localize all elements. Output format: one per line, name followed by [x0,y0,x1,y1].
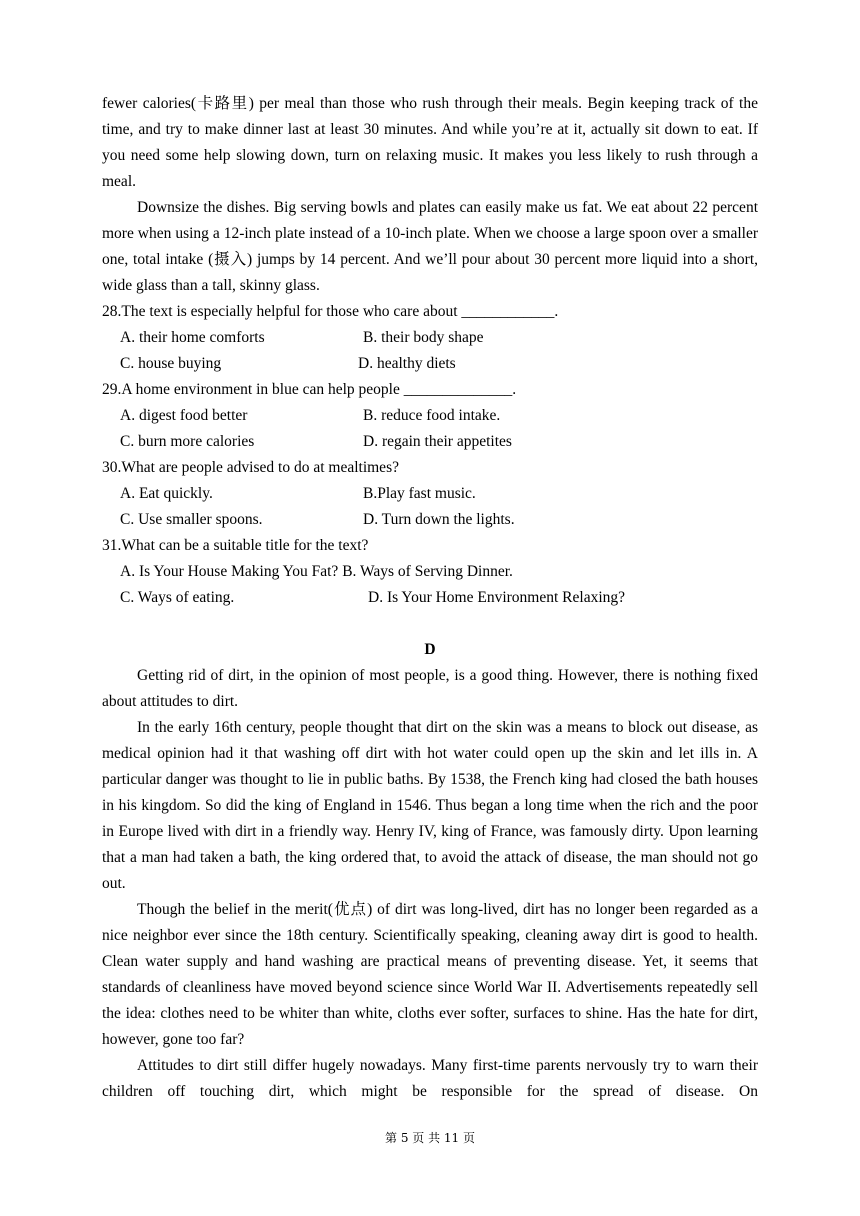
option-c: C. house buying [120,355,222,372]
option-a: A. digest food better [120,407,248,424]
question-29 [102,377,758,455]
question-28 [102,299,758,377]
option-a: A. Is Your House Making You Fat? [120,563,339,580]
option-b: B.Play fast music. [363,485,476,502]
option-c: C. burn more calories [120,433,255,450]
question-30 [102,455,758,533]
paragraph-d1: Getting rid of dirt, in the opinion of most people, is a good thing. However, there is nothing fixed about attitudes to dirt. [102,667,758,710]
paragraph-downsize: Downsize the dishes. Big serving bowls and plates can easily make us fat. We eat about 22 percent more when using a 12-inch plate instead of a 10-inch plate. When we choose a large spoon over a smaller one, total intake (摄入) jumps by 14 percent. And we’ll pour about 30 percent more liquid into a short, wide glass than a tall, skinny glass. [102,199,758,294]
option-a: A. their home comforts [120,329,265,346]
option-b: B. reduce food intake. [363,407,501,424]
question-stem: 30.What are people advised to do at mealtimes? [102,459,399,476]
option-d: D. regain their appetites [363,433,512,450]
paragraph-d4: Attitudes to dirt still differ hugely nowadays. Many first-time parents nervously try to warn their children off touching dirt, which might be responsible for the spread of disease. On [102,1057,758,1100]
option-d: D. Turn down the lights. [363,511,515,528]
option-a: A. Eat quickly. [120,485,213,502]
option-b: B. their body shape [363,329,484,346]
question-stem: 29.A home environment in blue can help people ______________. [102,381,517,398]
paragraph-d3: Though the belief in the merit(优点) of dirt was long-lived, dirt has no longer been regarded as a nice neighbor ever since the 18th century. Scientifically speaking, cleaning away dirt is good to health. Clean water supply and hand washing are practical means of preventing disease. Yet, it seems that standards of cleanliness have moved beyond science since World War II. Advertisements repeatedly sell the idea: clothes need to be whiter than white, cloths ever softer, surfaces to shine. Has the hate for dirt, however, gone too far? [102,901,758,1048]
paragraph-d2: In the early 16th century, people thought that dirt on the skin was a means to block out disease, as medical opinion had it that washing off dirt with hot water could open up the skin and let ills in. A particular danger was thought to lie in public baths. By 1538, the French king had closed the bath houses in his kingdom. So did the king of England in 1546. Thus began a long time when the rich and the poor in Europe lived with dirt in a friendly way. Henry IV, king of France, was famously dirty. Upon learning that a man had taken a bath, the king ordered that, to avoid the attack of disease, the man should not go out. [102,719,758,892]
page-content [102,91,758,1105]
paragraph-top: fewer calories(卡路里) per meal than those who rush through their meals. Begin keeping track of the time, and try to make dinner last at least 30 minutes. And while you’re at it, actually sit down to eat. If you need some help slowing down, turn on relaxing music. It makes you less likely to rush through a meal. [102,95,758,190]
section-title: D [424,641,436,658]
option-c: C. Use smaller spoons. [120,511,263,528]
option-c: C. Ways of eating. [120,589,235,606]
option-d: D. healthy diets [358,355,456,372]
question-31 [102,533,758,611]
question-stem: 28.The text is especially helpful for those who care about ____________. [102,303,559,320]
option-b: B. Ways of Serving Dinner. [342,563,513,580]
question-stem: 31.What can be a suitable title for the text? [102,537,369,554]
option-d: D. Is Your Home Environment Relaxing? [368,589,626,606]
page-number-footer: 第 5 页 共 11 页 [385,1131,475,1145]
